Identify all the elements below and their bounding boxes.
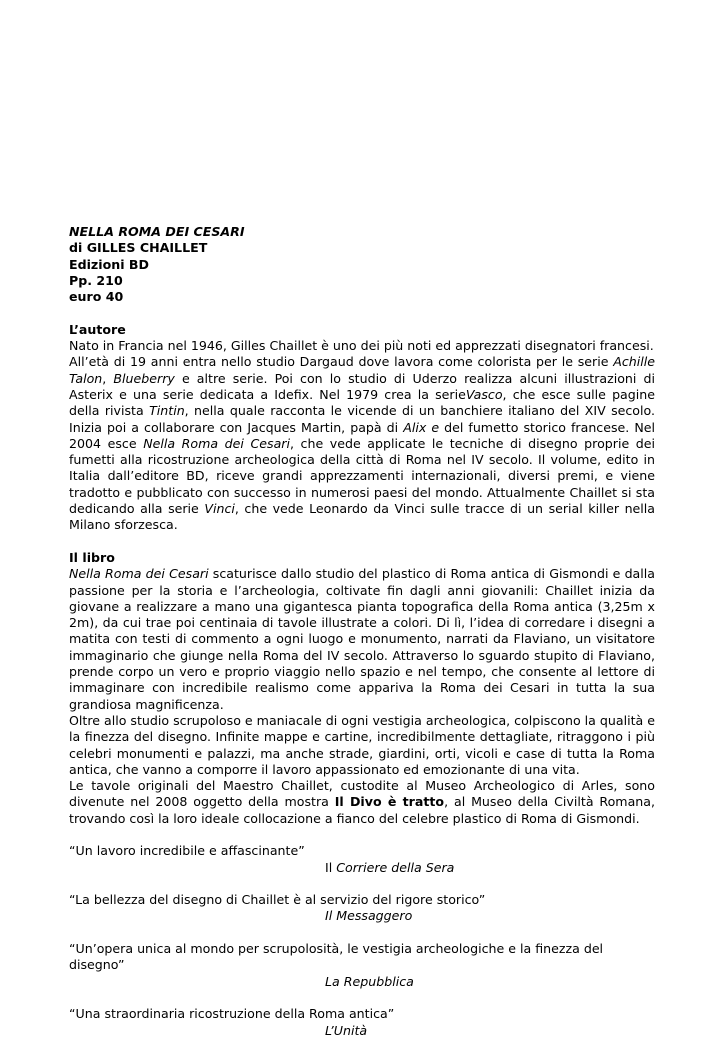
text-run: Le tavole originali del Maestro Chaillet, custodite al Museo Archeologico di Arles, sono divenute nel 2008 oggetto della mostra — [69, 778, 655, 810]
quote-source — [69, 908, 655, 924]
book-section — [69, 550, 655, 827]
text-run: del fumetto storico francese. Nel 2004 esce — [69, 419, 655, 451]
quote-source — [69, 974, 655, 990]
book-paragraph-1 — [69, 566, 655, 713]
text-run: scaturisce dallo studio del plastico di Roma antica di Gismondi e dalla passione per la storia e l’archeologia, coltivate fin dagli anni giovanili: Chaillet inizia da giovane a realizzare a mano una gigantesca pianta topografica della Roma antica (3,25m x 2m), da cui trae poi centinaia di tavole illustrate a colori. Di lì, l’idea di corredare i disegni a matita con testi di commento a ogni luogo e monumento, narrati da Flaviano, un visitatore immaginario che giunge nella Roma del IV secolo. Attraverso lo sguardo stupito di Flaviano, prende corpo un vero e proprio viaggio nello spazio e nel tempo, che consente al lettore di immaginare con incredibile realismo come appariva la Roma dei Cesari in tutta la sua grandiosa magnificenza. — [69, 566, 655, 712]
quote-source — [69, 860, 655, 876]
book-title-inline: Nella Roma dei Cesari — [69, 566, 209, 582]
source-name: Il Messaggero — [325, 908, 413, 924]
author-heading: L’autore — [69, 321, 126, 337]
book-author: di GILLES CHAILLET — [69, 240, 208, 256]
source-prefix: Il — [325, 859, 337, 875]
magazine-title: Tintin — [149, 403, 185, 419]
press-quotes — [69, 843, 655, 1039]
spacer — [69, 990, 655, 1006]
series-title: Vinci — [204, 501, 235, 517]
quote-text: “Un lavoro incredibile e affascinante” — [69, 843, 305, 859]
text-run: , — [102, 370, 114, 386]
book-title-inline: Nella Roma dei Cesari — [143, 435, 290, 451]
spacer — [69, 827, 655, 843]
document-page — [69, 224, 655, 1039]
book-paragraph-3 — [69, 778, 655, 827]
spacer — [69, 534, 655, 550]
book-title: NELLA ROMA DEI CESARI — [69, 224, 245, 239]
series-title: Blueberry — [113, 370, 175, 386]
quote-source — [69, 1023, 655, 1039]
quote-text: “La bellezza del disegno di Chaillet è al servizio del rigore storico” — [69, 892, 486, 908]
book-header — [69, 224, 655, 305]
spacer — [69, 925, 655, 941]
spacer — [69, 305, 655, 321]
source-name: L’Unità — [325, 1022, 368, 1038]
book-price: euro 40 — [69, 289, 124, 305]
series-title: Vasco — [465, 386, 503, 402]
book-publisher: Edizioni BD — [69, 256, 149, 272]
book-paragraph-2: Oltre allo studio scrupoloso e maniacale di ogni vestigia archeologica, colpiscono la qualità e la finezza del disegno. Infinite mappe e cartine, incredibilmente dettagliate, ritraggono i più celebri monumenti e palazzi, ma anche strade, giardini, orti, vicoli e case di tutta la Roma antica, che vanno a comporre il lavoro appassionato ed emozionante di una vita. — [69, 712, 655, 777]
exhibition-title: Il Divo è tratto — [334, 794, 445, 810]
text-run: , che vede applicate le tecniche di disegno proprie dei fumetti alla ricostruzione archeologica della città di Roma nel IV secolo. Il volume, edito in Italia dall’editore BD, riceve grandi apprezzamenti internazionali, diversi premi, e viene tradotto e pubblicato con successo in numerosi paesi del mondo. Attualmente Chaillet si sta dedicando alla serie — [69, 435, 656, 517]
text-run: All’età di 19 anni entra nello studio Dargaud dove lavora come colorista per le serie — [69, 354, 614, 370]
text-run: , al Museo della Civiltà Romana, trovando così la loro ideale collocazione a fianco del celebre plastico di Roma di Gismondi. — [69, 794, 655, 826]
book-pages: Pp. 210 — [69, 272, 123, 288]
author-paragraph-1: Nato in Francia nel 1946, Gilles Chaillet è uno dei più noti ed apprezzati disegnatori francesi. — [69, 338, 654, 354]
text-run: , che vede Leonardo da Vinci sulle tracce di un serial killer nella Milano sforzesca. — [69, 501, 656, 533]
source-name: Corriere della Sera — [336, 859, 455, 875]
series-title: Achille Talon — [69, 354, 655, 386]
author-section — [69, 322, 655, 534]
author-paragraph-2 — [69, 354, 655, 533]
quote-text: “Un’opera unica al mondo per scrupolosità, le vestigia archeologiche e la finezza del disegno” — [69, 941, 604, 973]
spacer — [69, 876, 655, 892]
text-run: e altre serie. Poi con lo studio di Uderzo realizza alcuni illustrazioni di Asterix e una serie dedicata a Idefix. Nel 1979 crea la serie — [69, 370, 655, 402]
source-name: La Repubblica — [325, 973, 414, 989]
quote-text: “Una straordinaria ricostruzione della Roma antica” — [69, 1006, 395, 1022]
text-run: , che esce sulle pagine della rivista — [69, 386, 655, 419]
series-title: Alix e — [403, 419, 440, 435]
text-run: , nella quale racconta le vicende di un banchiere italiano del XIV secolo. Inizia poi a collaborare con Jacques Martin, papà di — [69, 403, 655, 435]
book-heading: Il libro — [69, 549, 115, 565]
